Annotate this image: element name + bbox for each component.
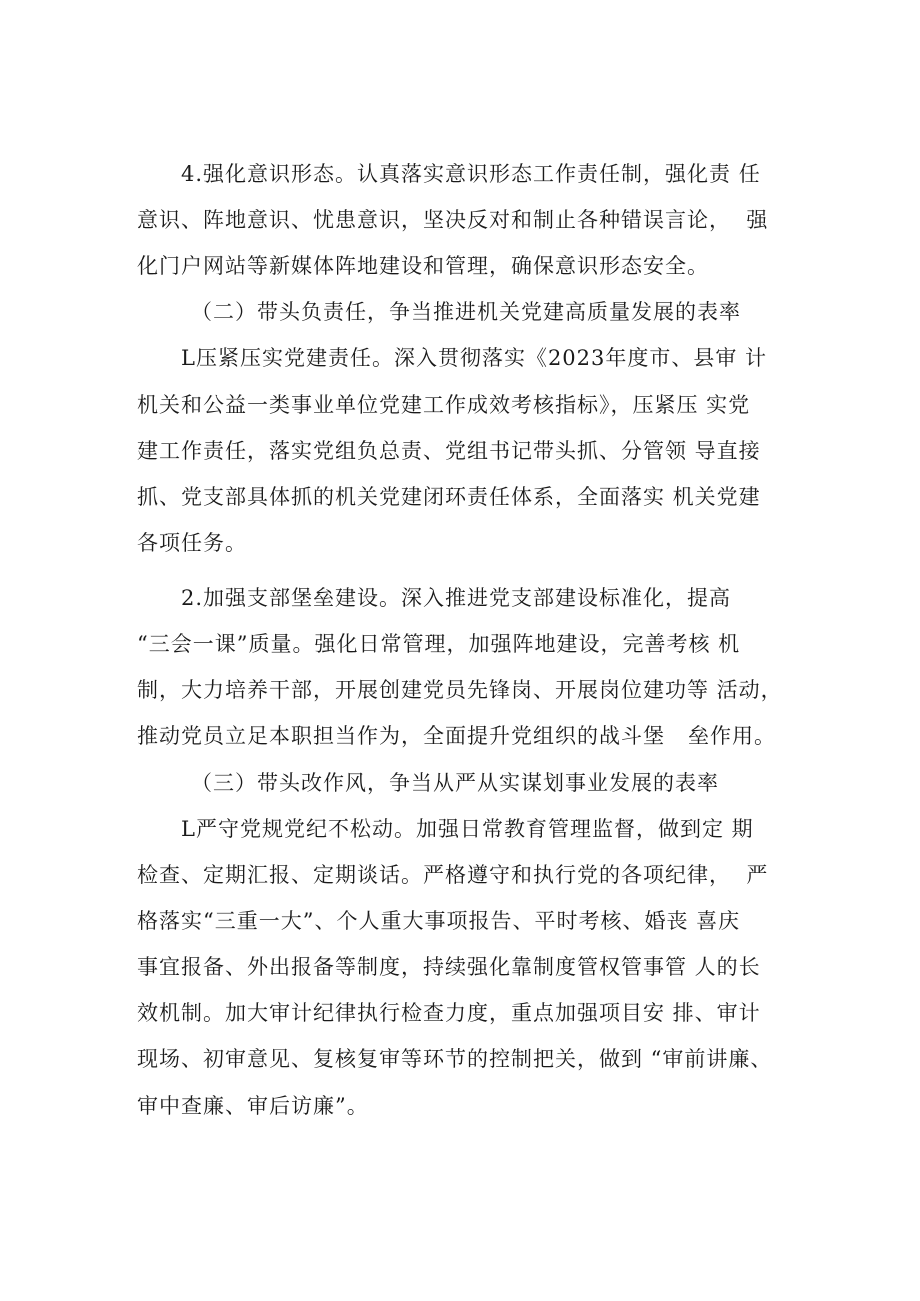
paragraph-line: 事宜报备、外出报备等制度，持续强化靠制度管权管事管 人的长 <box>137 955 761 979</box>
paragraph-line: 4.强化意识形态。认真落实意识形态工作责任制，强化责 任 <box>181 162 761 186</box>
paragraph-line: 审中查廉、审后访廉”。 <box>137 1094 369 1118</box>
paragraph-line: 机关和公益一类事业单位党建工作成效考核指标》，压紧压 实党 <box>137 393 751 417</box>
paragraph-line: 现场、初审意见、复核复审等环节的控制把关，做到 “审前讲廉、 <box>137 1047 773 1071</box>
paragraph-line: 制，大力培养干部，开展创建党员先锋岗、开展岗位建功等 活动， <box>137 678 783 702</box>
section-heading: （二）带头负责任，争当推进机关党建高质量发展的表率 <box>191 300 741 324</box>
paragraph-line: 推动党员立足本职担当作为，全面提升党组织的战斗堡 垒作用。 <box>137 724 777 748</box>
section-heading: （三）带头改作风，争当从严从实谋划事业发展的表率 <box>191 771 719 795</box>
paragraph-line: 2.加强支部堡垒建设。深入推进党支部建设标准化，提高 <box>181 586 732 610</box>
paragraph-line: “三会一课”质量。强化日常管理，加强阵地建设，完善考核 机 <box>137 632 741 656</box>
paragraph-line: 化门户网站等新媒体阵地建设和管理，确保意识形态安全。 <box>137 254 709 278</box>
paragraph-line: 抓、党支部具体抓的机关党建闭环责任体系，全面落实 机关党建 <box>137 485 761 509</box>
paragraph-line: 效机制。加大审计纪律执行检查力度，重点加强项目安 排、审计 <box>137 1001 761 1025</box>
paragraph-line: 意识、阵地意识、忧患意识，坚决反对和制止各种错误言论， 强 <box>137 208 769 232</box>
paragraph-line: 格落实“三重一大”、个人重大事项报告、平时考核、婚丧 喜庆 <box>137 909 741 933</box>
paragraph-line: L严守党规党纪不松动。加强日常教育管理监督，做到定 期 <box>181 817 754 841</box>
paragraph-line: 各项任务。 <box>137 531 247 555</box>
paragraph-line: L压紧压实党建责任。深入贯彻落实《2023年度市、县审 计 <box>181 346 768 370</box>
paragraph-line: 检查、定期汇报、定期谈话。严格遵守和执行党的各项纪律， 严 <box>137 863 769 887</box>
paragraph-line: 建工作责任，落实党组负总责、党组书记带头抓、分管领 导直接 <box>137 439 761 463</box>
